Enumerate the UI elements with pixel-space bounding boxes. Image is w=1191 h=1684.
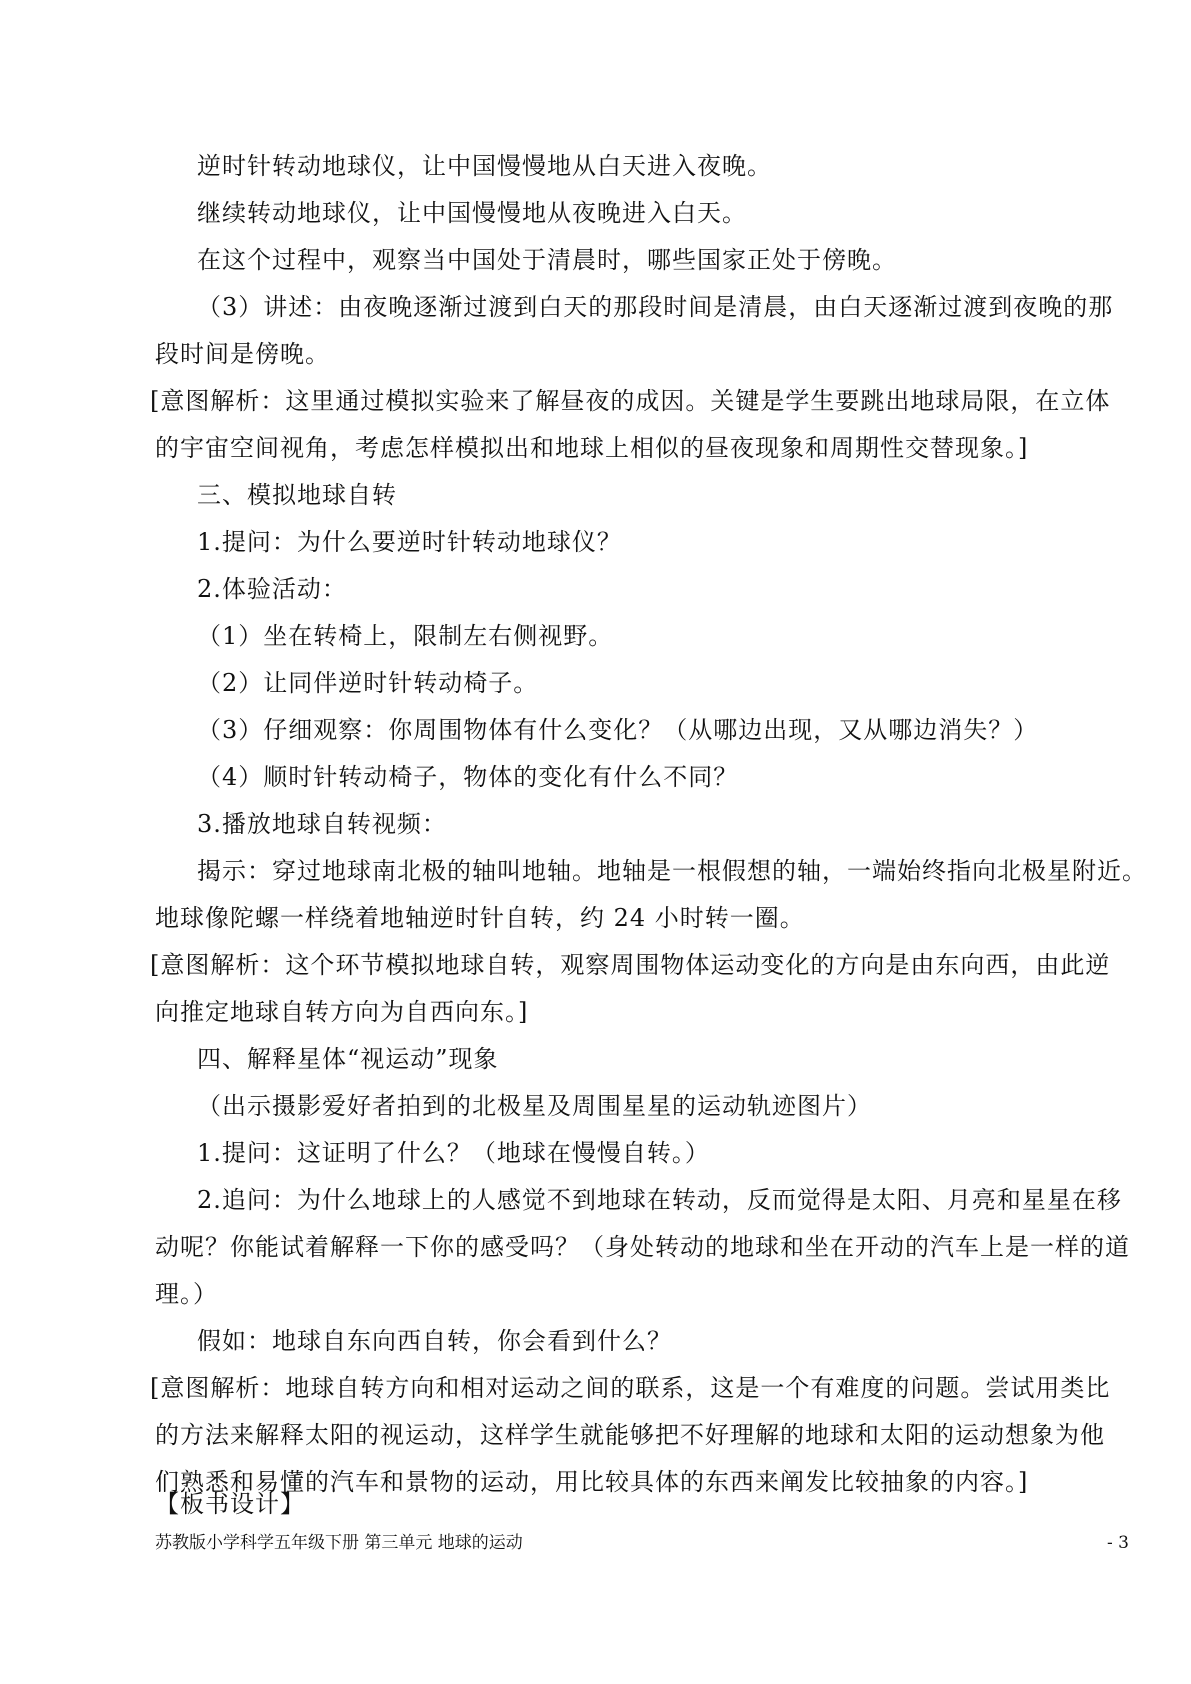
text-line: 的方法来解释太阳的视运动，这样学生就能够把不好理解的地球和太阳的运动想象为他 <box>155 1421 1105 1449</box>
text-line: 揭示：穿过地球南北极的轴叫地轴。地轴是一根假想的轴，一端始终指向北极星附近。 <box>197 857 1147 885</box>
section-heading: 三、模拟地球自转 <box>197 481 397 509</box>
text-line: 向推定地球自转方向为自西向东。] <box>155 998 529 1026</box>
page-number: - 3 <box>1107 1533 1129 1553</box>
text-line: 继续转动地球仪，让中国慢慢地从夜晚进入白天。 <box>197 199 747 227</box>
text-line: 的宇宙空间视角，考虑怎样模拟出和地球上相似的昼夜现象和周期性交替现象。] <box>155 434 1029 462</box>
text-line: 理。） <box>155 1280 218 1308</box>
text-line: （4）顺时针转动椅子，物体的变化有什么不同？ <box>197 763 739 791</box>
text-line: 假如：地球自东向西自转，你会看到什么？ <box>197 1327 672 1355</box>
text-line: 段时间是傍晚。 <box>155 340 330 368</box>
text-line: 地球像陀螺一样绕着地轴逆时针自转，约 24 小时转一圈。 <box>155 904 805 932</box>
text-line: （1）坐在转椅上，限制左右侧视野。 <box>197 622 614 650</box>
text-line: [意图解析：地球自转方向和相对运动之间的联系，这是一个有难度的问题。尝试用类比 <box>150 1374 1111 1402</box>
footer-title: 苏教版小学科学五年级下册 第三单元 地球的运动 <box>155 1533 523 1553</box>
text-line: [意图解析：这里通过模拟实验来了解昼夜的成因。关键是学生要跳出地球局限，在立体 <box>150 387 1111 415</box>
section-heading: 四、解释星体“视运动”现象 <box>197 1045 499 1073</box>
text-line: （2）让同伴逆时针转动椅子。 <box>197 669 539 697</box>
text-line: （3）仔细观察：你周围物体有什么变化？（从哪边出现，又从哪边消失？） <box>197 716 1039 744</box>
text-line: 们熟悉和易懂的汽车和景物的运动，用比较具体的东西来阐发比较抽象的内容。] <box>155 1468 1029 1496</box>
text-line: [意图解析：这个环节模拟地球自转，观察周围物体运动变化的方向是由东向西，由此逆 <box>150 951 1111 979</box>
text-line: 动呢？你能试着解释一下你的感受吗？（身处转动的地球和坐在开动的汽车上是一样的道 <box>155 1233 1130 1261</box>
text-line: 2.追问：为什么地球上的人感觉不到地球在转动，反而觉得是太阳、月亮和星星在移 <box>197 1186 1122 1214</box>
text-line: 2.体验活动： <box>197 575 347 603</box>
section-heading: 【板书设计】 <box>155 1490 305 1518</box>
text-line: 逆时针转动地球仪，让中国慢慢地从白天进入夜晚。 <box>197 152 772 180</box>
text-line: 1.提问：这证明了什么？（地球在慢慢自转。） <box>197 1139 710 1167</box>
text-line: 3.播放地球自转视频： <box>197 810 447 838</box>
text-line: 在这个过程中，观察当中国处于清晨时，哪些国家正处于傍晚。 <box>197 246 897 274</box>
text-line: （出示摄影爱好者拍到的北极星及周围星星的运动轨迹图片） <box>197 1092 872 1120</box>
text-line: （3）讲述：由夜晚逐渐过渡到白天的那段时间是清晨，由白天逐渐过渡到夜晚的那 <box>197 293 1114 321</box>
text-line: 1.提问：为什么要逆时针转动地球仪？ <box>197 528 622 556</box>
